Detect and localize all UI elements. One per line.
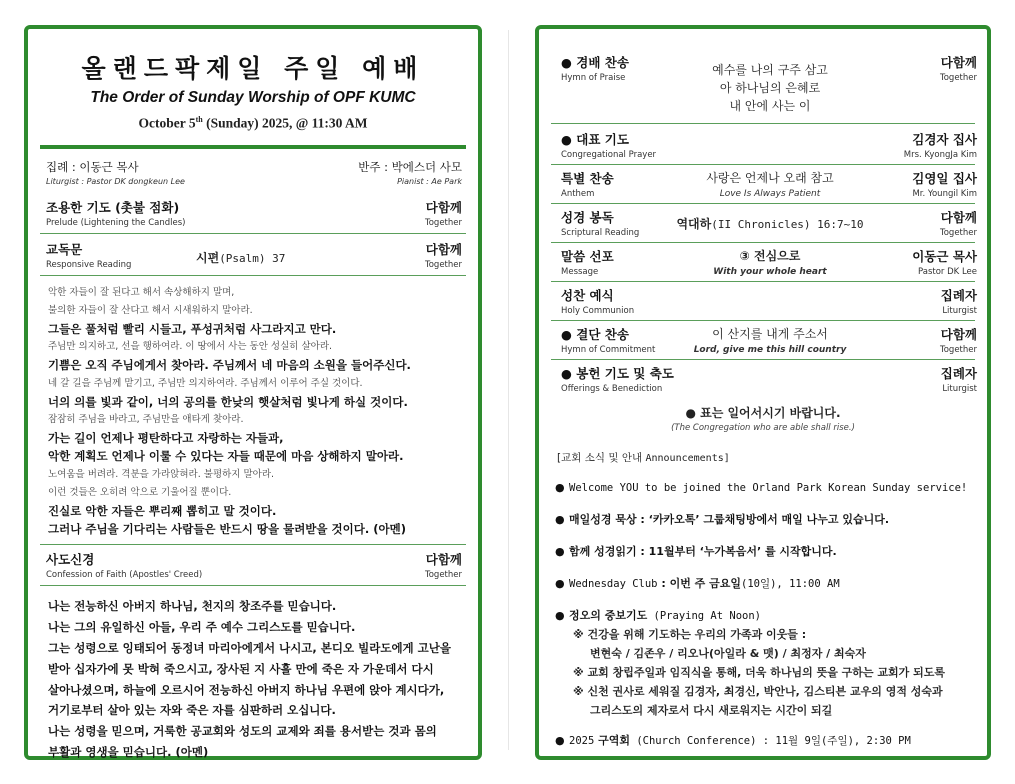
- announcements-heading: [557, 450, 987, 465]
- commitment-song-en: Lord, give me this hill country: [693, 345, 847, 355]
- psalm-book: 시편: [196, 250, 220, 265]
- prelude-row: [28, 198, 478, 228]
- creed-line: 살아나셨으며, 하늘에 오르시어 전능하신 아버지 하나님 우편에 앉아 계시다가,: [48, 682, 445, 697]
- standing-note-kr: ● 표는 일어서시기 바랍니다.: [685, 406, 841, 420]
- anthem-song-kr: 사랑은 언제나 오래 참고: [706, 171, 834, 185]
- announcement-item: [555, 511, 977, 529]
- standing-note-en: (The Congregation who are able shall rise.): [671, 423, 855, 433]
- page-fold-line: [508, 30, 509, 750]
- prayer-kr: ● 대표 기도: [561, 132, 629, 147]
- offering-en: Offerings & Benediction: [561, 384, 663, 394]
- scripture-en: Scriptural Reading: [561, 228, 640, 238]
- prayer-request-line: ※ 교회 창립주일과 임직식을 통해, 더욱 하나님의 뜻을 구하는 교회가 되도록: [573, 666, 945, 679]
- standing-note: [539, 404, 987, 433]
- communion-row: [539, 286, 987, 316]
- date-rest: (Sunday) 2025, @ 11:30 AM: [202, 115, 368, 131]
- wednesday-club-label: Wednesday Club: [569, 578, 658, 590]
- responsive-en: Responsive Reading: [46, 259, 132, 270]
- commitment-who-kr: 다함께: [940, 327, 977, 342]
- prayer-who-en: Mrs. KyongJa Kim: [903, 150, 977, 160]
- communion-en: Holy Communion: [561, 306, 635, 316]
- psalm-leader-line: 잠잠히 주님을 바라고, 주님만을 애타게 찾아라.: [48, 413, 244, 425]
- praise-row: [539, 53, 987, 115]
- communion-who-kr: 집례자: [940, 288, 977, 303]
- praise-en: Hymn of Praise: [561, 73, 626, 83]
- responsive-kr: 교독문: [46, 241, 83, 257]
- noon-prayer-kr: 정오의 중보기도: [569, 609, 648, 622]
- psalm-leader-line: 네 갈 길을 주님께 맡기고, 주님만 의지하여라. 주님께서 이루어 주실 것이다.: [48, 377, 363, 389]
- creed-line: 나는 성령을 믿으며, 거룩한 공교회와 성도의 교제와 죄를 용서받는 것과 몸의: [48, 724, 437, 739]
- responsive-who-en: Together: [424, 259, 462, 270]
- psalm-response-line: 진실로 악한 자들은 뿌리째 뽑히고 말 것이다.: [48, 503, 277, 518]
- announcement-text: 함께 성경읽기 : 11월부터 ‘누가복음서’ 를 시작합니다.: [569, 545, 837, 558]
- psalm-ref: (Psalm) 37: [219, 251, 286, 265]
- announcement-item: [555, 575, 977, 593]
- anthem-who-en: Mr. Youngil Kim: [912, 189, 977, 199]
- creed-kr: 사도신경: [46, 552, 95, 568]
- anthem-row: [539, 169, 987, 199]
- commitment-song-kr: 이 산지를 내게 주소서: [712, 327, 828, 341]
- psalm-response-line: 그들은 풀처럼 빨리 시들고, 푸성귀처럼 사그라지고 만다.: [48, 321, 337, 336]
- message-who-kr: 이동근 목사: [912, 249, 977, 264]
- bullet-icon: ●: [555, 577, 565, 590]
- bullet-icon: ●: [555, 481, 565, 494]
- bullet-icon: ●: [555, 545, 565, 558]
- bullet-icon: ●: [555, 609, 565, 622]
- psalm-response-line: 기쁨은 오직 주님에게서 찾아라. 주님께서 네 마음의 소원을 들어주신다.: [48, 358, 411, 373]
- anthem-who-kr: 김영일 집사: [912, 171, 977, 186]
- message-kr: 말씀 선포: [561, 249, 614, 264]
- noon-prayer-en: (Praying At Noon): [647, 610, 762, 622]
- title-english: The Order of Sunday Worship of OPF KUMC: [90, 89, 416, 106]
- divider: [40, 233, 466, 234]
- psalm-leader-line: 주님만 의지하고, 선을 행하여라. 이 땅에서 사는 동안 성실히 살아라.: [48, 341, 333, 353]
- announcement-item: [555, 543, 977, 561]
- bullet-icon: ●: [555, 734, 565, 747]
- pianist-en: Pianist : Ae Park: [397, 176, 462, 186]
- psalm-leader-line: 이런 것들은 오히려 악으로 기울어질 뿐이다.: [48, 486, 232, 498]
- divider: [551, 281, 975, 282]
- responsive-reading-row: [28, 240, 478, 270]
- scripture-book: 역대하: [676, 217, 712, 231]
- creed-who-kr: 다함께: [425, 552, 462, 568]
- sermon-title-en: With your whole heart: [713, 267, 827, 277]
- communion-kr: 성찬 예식: [561, 288, 614, 303]
- psalm-leader-line: 불의한 자들이 잘 산다고 해서 시새워하지 말아라.: [48, 304, 253, 316]
- prayer-requests: [555, 625, 977, 720]
- psalm-response-line: 가는 길이 언제나 평탄하다고 자랑하는 자들과,: [48, 431, 284, 446]
- message-en: Message: [561, 267, 599, 277]
- offering-kr: ● 봉헌 기도 및 축도: [561, 366, 674, 381]
- scripture-who-en: Together: [939, 228, 977, 238]
- psalm-reading-text: [28, 276, 478, 539]
- psalm-response-line: 그러나 주님을 기다리는 사람들은 반드시 땅을 물려받을 것이다. (아멘): [48, 522, 406, 537]
- divider: [551, 242, 975, 243]
- conference-year: 2025: [569, 735, 595, 747]
- responsive-who-kr: 다함께: [425, 241, 462, 257]
- prelude-kr: 조용한 기도 (촛불 점화): [46, 199, 180, 215]
- divider: [551, 359, 975, 360]
- prelude-who-en: Together: [424, 217, 462, 228]
- creed-row: [28, 550, 478, 580]
- praise-who-kr: 다함께: [940, 55, 977, 70]
- prayer-row: [539, 130, 987, 160]
- scripture-who-kr: 다함께: [940, 210, 977, 225]
- creed-line: 부활과 영생을 믿습니다. (아멘): [48, 744, 209, 759]
- pianist-kr: 반주 : 박에스더 사모: [358, 159, 462, 174]
- scripture-row: [539, 208, 987, 238]
- announcement-item: [555, 607, 977, 625]
- announcements-heading-kr: [교회 소식 및 안내: [557, 452, 643, 464]
- title-korean: 올랜드팍제일 주일 예배: [81, 54, 425, 83]
- conference-kr: 구역회: [594, 734, 631, 747]
- left-bulletin-panel: [24, 25, 482, 760]
- creed-line: 그는 성령으로 잉태되어 동정녀 마리아에게서 나시고, 본디오 빌라도에게 고난을: [48, 640, 451, 655]
- creed-en: Confession of Faith (Apostles' Creed): [46, 570, 203, 581]
- anthem-en: Anthem: [561, 189, 595, 199]
- right-bulletin-panel: [535, 25, 991, 760]
- prelude-who-kr: 다함께: [425, 199, 462, 215]
- psalm-leader-line: 악한 자들이 잘 된다고 해서 속상해하지 말며,: [48, 286, 235, 298]
- message-who-en: Pastor DK Lee: [918, 267, 977, 277]
- prayer-request-line: 그리스도의 제자로서 다시 새로워지는 시간이 되길: [590, 704, 833, 717]
- creed-line: 나는 전능하신 아버지 하나님, 천지의 창조주를 믿습니다.: [48, 599, 337, 614]
- communion-who-en: Liturgist: [942, 306, 977, 316]
- sermon-title-kr: ③ 전심으로: [739, 249, 801, 263]
- divider: [40, 544, 466, 545]
- officiant-row: [28, 159, 478, 186]
- commitment-en: Hymn of Commitment: [561, 345, 656, 355]
- announcement-text: Welcome YOU to be joined the Orland Park Korean Sunday service!: [569, 482, 968, 494]
- praise-song-line: 아 하나님의 은혜로: [719, 81, 821, 95]
- psalm-leader-line: 노여움을 버려라. 격분을 가라앉혀라. 불평하지 말아라.: [48, 468, 275, 480]
- creed-who-en: Together: [424, 570, 462, 581]
- offering-who-en: Liturgist: [942, 384, 977, 394]
- prayer-request-line: ※ 신천 권사로 세워질 김경자, 최경신, 박안나, 김스티븐 교우의 영적 성숙과: [573, 685, 943, 698]
- title-rule: [40, 145, 466, 149]
- message-row: [539, 247, 987, 277]
- divider: [551, 123, 975, 124]
- psalm-response-line: 악한 계획도 언제나 이룰 수 있다는 자들 때문에 마음 상해하지 말아라.: [48, 449, 404, 464]
- announcement-item: [555, 732, 977, 750]
- divider: [551, 164, 975, 165]
- commitment-kr: ● 결단 찬송: [561, 327, 629, 342]
- psalm-response-line: 너의 의를 빛과 같이, 너의 공의를 한낮의 햇살처럼 빛나게 하실 것이다.: [48, 394, 408, 409]
- service-date: [28, 115, 478, 132]
- commitment-row: [539, 325, 987, 355]
- prayer-request-line: ※ 건강을 위해 기도하는 우리의 가족과 이웃들 :: [573, 628, 807, 641]
- announcements-heading-en: Announcements]: [645, 453, 730, 464]
- praise-kr: ● 경배 찬송: [561, 55, 629, 70]
- wednesday-club-day: : 이번 주 금요일: [657, 577, 741, 590]
- announcements-list: [539, 479, 987, 750]
- offering-who-kr: 집례자: [940, 366, 977, 381]
- prayer-who-kr: 김경자 집사: [912, 132, 977, 147]
- prelude-en: Prelude (Lightening the Candles): [46, 217, 186, 228]
- commitment-who-en: Together: [939, 345, 977, 355]
- bullet-icon: ●: [555, 513, 565, 526]
- creed-line: 거기로부터 살아 있는 자와 죽은 자를 심판하러 오십니다.: [48, 703, 336, 718]
- apostles-creed-text: [28, 586, 478, 762]
- divider: [551, 203, 975, 204]
- anthem-song-en: Love Is Always Patient: [719, 189, 821, 199]
- date-suffix: th: [195, 115, 203, 124]
- anthem-kr: 특별 찬송: [561, 171, 614, 186]
- creed-line: 나는 그의 유일하신 아들, 우리 주 예수 그리스도를 믿습니다.: [48, 620, 356, 635]
- offering-row: [539, 364, 987, 394]
- announcement-item: [555, 479, 977, 497]
- scripture-ref: (II Chronicles) 16:7~10: [711, 218, 864, 231]
- conference-details: (Church Conference) : 11월 9일(주일), 2:30 PM: [630, 735, 911, 747]
- announcement-text: 매일성경 묵상 : ‘카카오톡’ 그룹채팅방에서 매일 나누고 있습니다.: [569, 513, 890, 526]
- date-main: October 5: [138, 115, 196, 131]
- scripture-kr: 성경 봉독: [561, 210, 614, 225]
- creed-line: 받아 십자가에 못 박혀 죽으시고, 장사된 지 사흘 만에 죽은 자 가운데서 다시: [48, 661, 434, 676]
- liturgist-en: Liturgist : Pastor DK dongkeun Lee: [46, 176, 185, 186]
- prayer-request-names: 변현숙 / 김존우 / 리오나(아일라 & 맷) / 최정자 / 최숙자: [590, 647, 866, 660]
- praise-song-line: 예수를 나의 구주 삼고: [712, 63, 828, 77]
- praise-song-line: 내 안에 사는 이: [729, 99, 811, 113]
- prayer-en: Congregational Prayer: [561, 150, 657, 160]
- liturgist-kr: 집례 : 이동근 목사: [46, 159, 139, 174]
- praise-who-en: Together: [939, 73, 977, 83]
- divider: [551, 320, 975, 321]
- wednesday-club-time: (10일), 11:00 AM: [741, 578, 840, 590]
